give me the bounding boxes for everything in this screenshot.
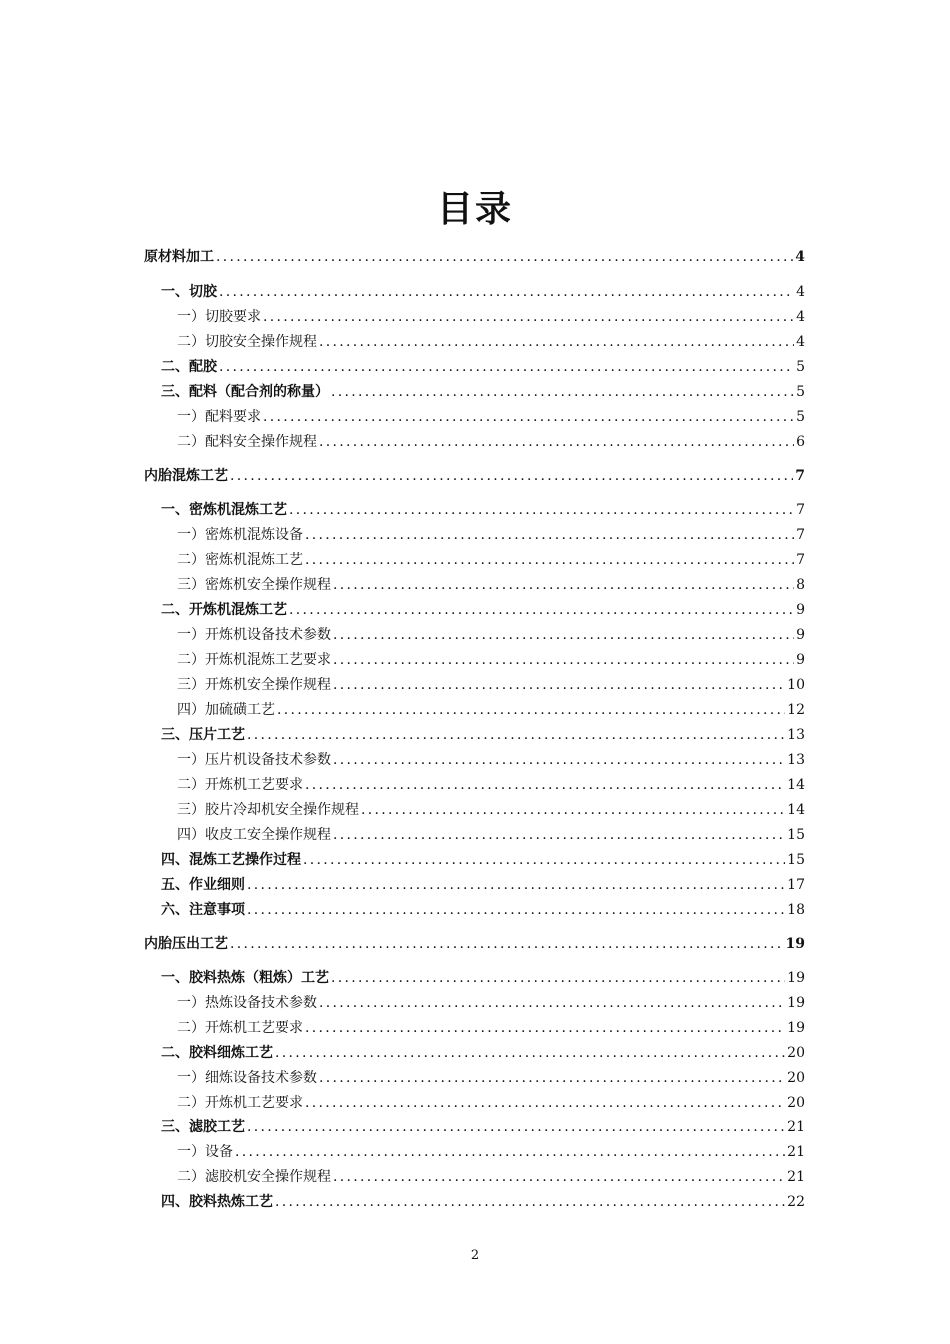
dot-leader [230,934,784,954]
dot-leader [303,850,785,870]
toc-entry-subsection[interactable] [177,407,805,427]
dot-leader [305,525,794,545]
toc-entry-page: 4 [796,284,805,300]
toc-entry-subsection[interactable] [177,625,805,645]
toc-entry-page: 5 [796,384,805,400]
toc-entry-page: 19 [787,1020,805,1036]
toc-entry-subsection[interactable] [177,525,805,545]
dot-leader [219,282,794,302]
dot-leader [305,775,785,795]
dot-leader [319,1068,785,1088]
toc-entry-page: 5 [796,409,805,425]
toc-entry-chapter[interactable] [144,466,805,486]
page-title: 目录 [436,189,513,230]
toc-entry-page: 13 [787,727,805,743]
toc-entry-title: 三）开炼机安全操作规程 [177,677,331,693]
toc-entry-subsection[interactable] [177,1142,805,1162]
dot-leader [333,1167,785,1187]
page-number: 2 [470,1248,480,1263]
toc-entry-page: 7 [795,468,805,484]
toc-entry-page: 14 [787,802,805,818]
toc-entry-subsection[interactable] [177,307,805,327]
toc-entry-page: 4 [796,309,805,325]
toc-entry-subsection[interactable] [177,800,805,820]
dot-leader [289,600,794,620]
toc-entry-page: 21 [787,1144,805,1160]
toc-entry-title: 三）密炼机安全操作规程 [177,577,331,593]
toc-entry-title: 二）配料安全操作规程 [177,434,317,450]
dot-leader [247,900,785,920]
dot-leader [230,466,793,486]
toc-entry-page: 21 [787,1119,805,1135]
toc-entry-section[interactable] [161,725,805,745]
toc-entry-subsection[interactable] [177,993,805,1013]
toc-entry-subsection[interactable] [177,825,805,845]
dot-leader [333,675,785,695]
dot-leader [331,968,785,988]
dot-leader [263,307,794,327]
toc-entry-title: 二）开炼机工艺要求 [177,1020,303,1036]
toc-entry-title: 一）设备 [177,1144,233,1160]
toc-entry-section[interactable] [161,500,805,520]
toc-entry-section[interactable] [161,1192,805,1212]
dot-leader [319,332,794,352]
toc-entry-section[interactable] [161,1117,805,1137]
toc-entry-subsection[interactable] [177,675,805,695]
toc-entry-page: 9 [796,602,805,618]
toc-entry-page: 9 [796,652,805,668]
toc-entry-page: 8 [796,577,805,593]
toc-entry-title: 一、胶料热炼（粗炼）工艺 [161,970,329,986]
toc-entry-title: 三）胶片冷却机安全操作规程 [177,802,359,818]
dot-leader [219,357,794,377]
toc-entry-page: 19 [787,995,805,1011]
toc-entry-section[interactable] [161,875,805,895]
toc-entry-section[interactable] [161,900,805,920]
toc-entry-title: 三、滤胶工艺 [161,1119,245,1135]
toc-entry-title: 二、配胶 [161,359,217,375]
toc-entry-subsection[interactable] [177,1068,805,1088]
toc-entry-subsection[interactable] [177,1167,805,1187]
toc-entry-title: 二）密炼机混炼工艺 [177,552,303,568]
dot-leader [235,1142,785,1162]
toc-entry-subsection[interactable] [177,775,805,795]
toc-entry-page: 13 [787,752,805,768]
toc-entry-section[interactable] [161,382,805,402]
dot-leader [247,725,785,745]
toc-entry-title: 六、注意事项 [161,902,245,918]
toc-entry-title: 一、密炼机混炼工艺 [161,502,287,518]
toc-entry-page: 15 [787,827,805,843]
dot-leader [305,550,794,570]
toc-entry-page: 12 [787,702,805,718]
toc-entry-subsection[interactable] [177,750,805,770]
toc-entry-subsection[interactable] [177,1093,805,1113]
toc-entry-subsection[interactable] [177,1018,805,1038]
toc-entry-title: 四、胶料热炼工艺 [161,1194,273,1210]
dot-leader [333,575,794,595]
toc-entry-title: 二）开炼机工艺要求 [177,777,303,793]
toc-entry-page: 10 [787,677,805,693]
toc-entry-page: 20 [787,1045,805,1061]
toc-entry-page: 7 [796,552,805,568]
toc-entry-page: 22 [787,1194,805,1210]
toc-entry-title: 一、切胶 [161,284,217,300]
toc-entry-page: 9 [796,627,805,643]
toc-entry-page: 14 [787,777,805,793]
dot-leader [361,800,785,820]
toc-entry-chapter[interactable] [144,934,805,954]
toc-entry-title: 二）滤胶机安全操作规程 [177,1169,331,1185]
dot-leader [333,625,794,645]
toc-entry-page: 7 [796,527,805,543]
toc-entry-section[interactable] [161,968,805,988]
toc-entry-title: 五、作业细则 [161,877,245,893]
toc-entry-page: 4 [795,249,805,265]
toc-entry-page: 7 [796,502,805,518]
toc-entry-title: 四、混炼工艺操作过程 [161,852,301,868]
toc-entry-page: 6 [796,434,805,450]
dot-leader [289,500,794,520]
toc-entry-page: 20 [787,1095,805,1111]
toc-entry-title: 原材料加工 [144,249,214,265]
toc-entry-title: 内胎混炼工艺 [144,468,228,484]
toc-entry-subsection[interactable] [177,432,805,452]
dot-leader [333,650,794,670]
toc-entry-title: 一）细炼设备技术参数 [177,1070,317,1086]
dot-leader [275,1192,785,1212]
toc-entry-title: 一）配料要求 [177,409,261,425]
toc-entry-section[interactable] [161,357,805,377]
toc-entry-page: 19 [787,970,805,986]
dot-leader [319,432,794,452]
toc-entry-title: 三、压片工艺 [161,727,245,743]
dot-leader [333,750,785,770]
dot-leader [275,1043,785,1063]
toc-entry-page: 4 [796,334,805,350]
toc-entry-page: 18 [787,902,805,918]
toc-entry-page: 17 [787,877,805,893]
dot-leader [247,875,785,895]
toc-entry-title: 一）开炼机设备技术参数 [177,627,331,643]
dot-leader [331,382,794,402]
dot-leader [305,1093,785,1113]
dot-leader [333,825,785,845]
toc-entry-title: 一）热炼设备技术参数 [177,995,317,1011]
dot-leader [277,700,785,720]
toc-entry-page: 5 [796,359,805,375]
toc-entry-section[interactable] [161,600,805,620]
toc-entry-title: 一）切胶要求 [177,309,261,325]
toc-entry-title: 四）收皮工安全操作规程 [177,827,331,843]
toc-entry-page: 19 [785,936,805,952]
toc-entry-chapter[interactable] [144,247,805,267]
toc-entry-section[interactable] [161,850,805,870]
toc-entry-title: 内胎压出工艺 [144,936,228,952]
toc-entry-subsection[interactable] [177,550,805,570]
toc-entry-page: 21 [787,1169,805,1185]
toc-entry-section[interactable] [161,1043,805,1063]
toc-entry-title: 二）开炼机混炼工艺要求 [177,652,331,668]
toc-entry-subsection[interactable] [177,332,805,352]
dot-leader [263,407,794,427]
toc-entry-title: 二）开炼机工艺要求 [177,1095,303,1111]
dot-leader [319,993,785,1013]
toc-entry-title: 二、胶料细炼工艺 [161,1045,273,1061]
dot-leader [216,247,793,267]
dot-leader [305,1018,785,1038]
toc-entry-title: 二）切胶安全操作规程 [177,334,317,350]
toc-entry-page: 20 [787,1070,805,1086]
toc-entry-subsection[interactable] [177,575,805,595]
toc-entry-title: 一）压片机设备技术参数 [177,752,331,768]
toc-entry-section[interactable] [161,282,805,302]
dot-leader [247,1117,785,1137]
toc-entry-title: 三、配料（配合剂的称量） [161,384,329,400]
toc-entry-title: 四）加硫磺工艺 [177,702,275,718]
toc-entry-subsection[interactable] [177,650,805,670]
toc-entry-title: 一）密炼机混炼设备 [177,527,303,543]
toc-entry-title: 二、开炼机混炼工艺 [161,602,287,618]
toc-entry-subsection[interactable] [177,700,805,720]
toc-entry-page: 15 [787,852,805,868]
